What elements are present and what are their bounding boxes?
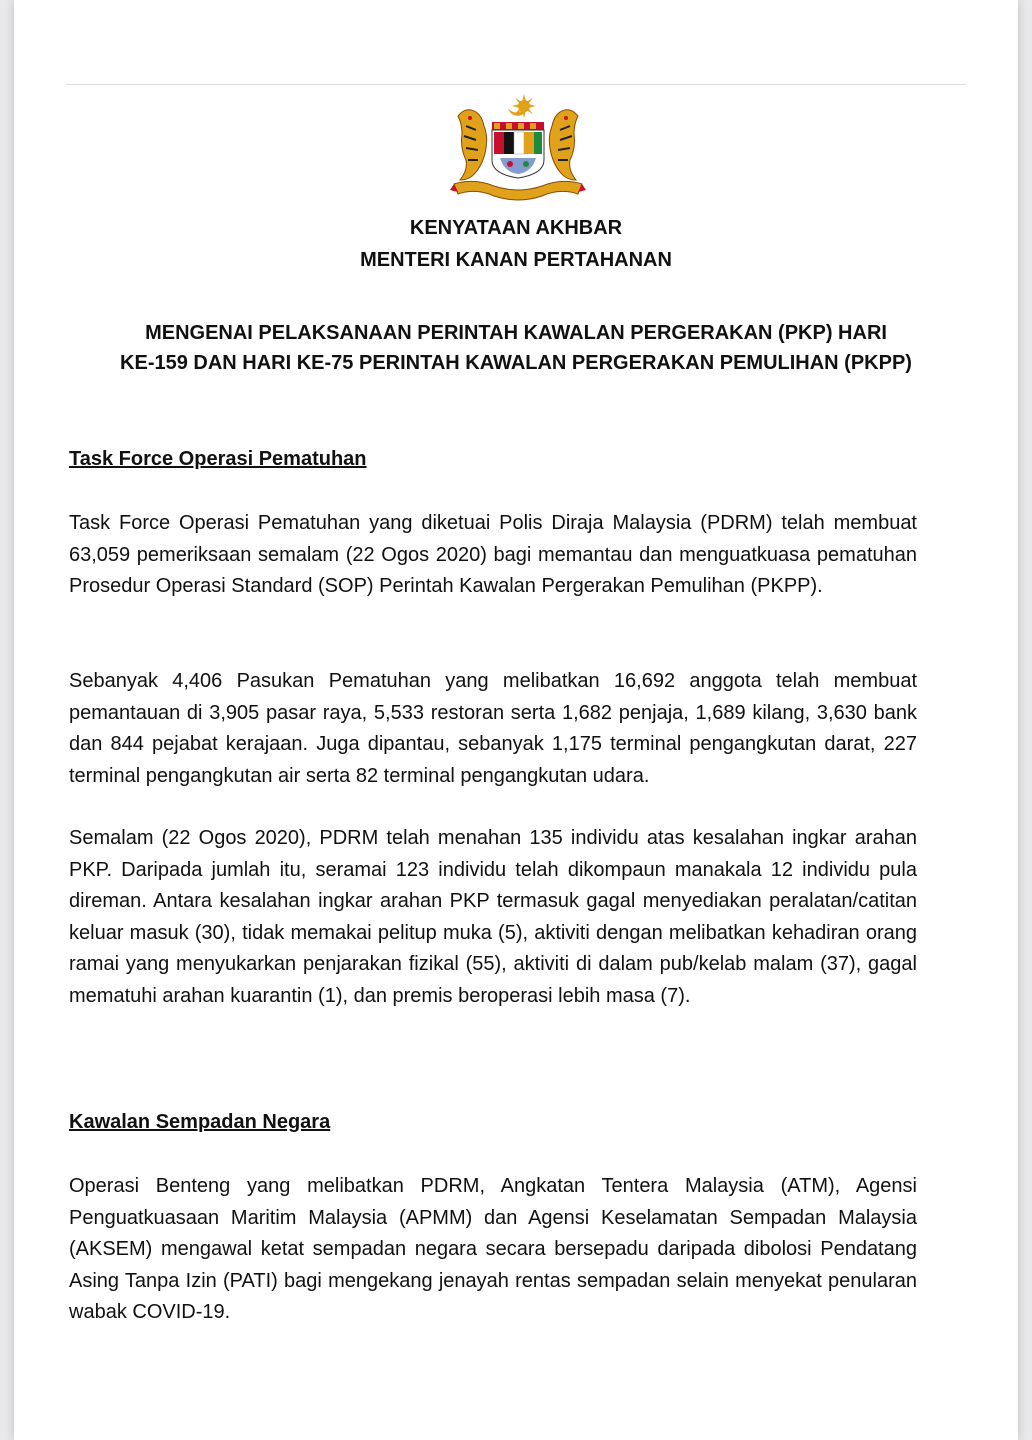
top-divider bbox=[66, 84, 966, 85]
press-release-subject bbox=[14, 318, 1018, 378]
title-line-2: MENTERI KANAN PERTAHANAN bbox=[360, 249, 672, 271]
paragraph-arrests: Semalam (22 Ogos 2020), PDRM telah menahan 135 individu atas kesalahan ingkar arahan PKP. Daripada jumlah itu, seramai 123 individu telah dikompaun manakala 12 individu pula direman. Antara kesalahan ingkar arahan PKP termasuk gagal menyediakan peralatan/catitan keluar masuk (30), tidak memakai pelitup muka (5), aktiviti dengan melibatkan kehadiran orang ramai yang menyukarkan penjarakan fizikal (55), aktiviti di dalam pub/kelab malam (37), gagal mematuhi arahan kuarantin (1), dan premis beroperasi lebih masa (7). bbox=[69, 827, 917, 1007]
paragraph-inspections: Task Force Operasi Pematuhan yang diketuai Polis Diraja Malaysia (PDRM) telah membuat 63,059 pemeriksaan semalam (22 Ogos 2020) bagi memantau dan menguatkuasa pematuhan Prosedur Operasi Standard (SOP) Perintah Kawalan Pergerakan Pemulihan (PKPP). bbox=[69, 512, 917, 597]
section-heading-task-force: Task Force Operasi Pematuhan bbox=[69, 448, 367, 470]
paragraph-monitoring: Sebanyak 4,406 Pasukan Pematuhan yang melibatkan 16,692 anggota telah membuat pemantauan di 3,905 pasar raya, 5,533 restoran serta 1,682 penjaja, 1,689 kilang, 3,630 bank dan 844 pejabat kerajaan. Juga dipantau, sebanyak 1,175 terminal pengangkutan darat, 227 terminal pengangkutan air serta 82 terminal pengangkutan udara. bbox=[69, 670, 917, 787]
paragraph-operasi-benteng: Operasi Benteng yang melibatkan PDRM, Angkatan Tentera Malaysia (ATM), Agensi Penguatkuasaan Maritim Malaysia (APMM) dan Agensi Keselamatan Sempadan Malaysia (AKSEM) mengawal ketat sempadan negara secara bersepadu daripada dibolosi Pendatang Asing Tanpa Izin (PATI) bagi mengekang jenayah rentas sempadan selain menyekat penularan wabak COVID-19. bbox=[69, 1175, 917, 1323]
subject-line-2: KE-159 DAN HARI KE-75 PERINTAH KAWALAN PERGERAKAN PEMULIHAN (PKPP) bbox=[120, 352, 912, 374]
coat-of-arms-emblem bbox=[444, 92, 592, 202]
press-release-title bbox=[14, 212, 1018, 276]
section-heading-border-control: Kawalan Sempadan Negara bbox=[69, 1111, 331, 1133]
subject-line-1: MENGENAI PELAKSANAAN PERINTAH KAWALAN PERGERAKAN (PKP) HARI bbox=[145, 322, 887, 344]
title-line-1: KENYATAAN AKHBAR bbox=[409, 217, 623, 239]
document-page bbox=[14, 0, 1018, 1440]
